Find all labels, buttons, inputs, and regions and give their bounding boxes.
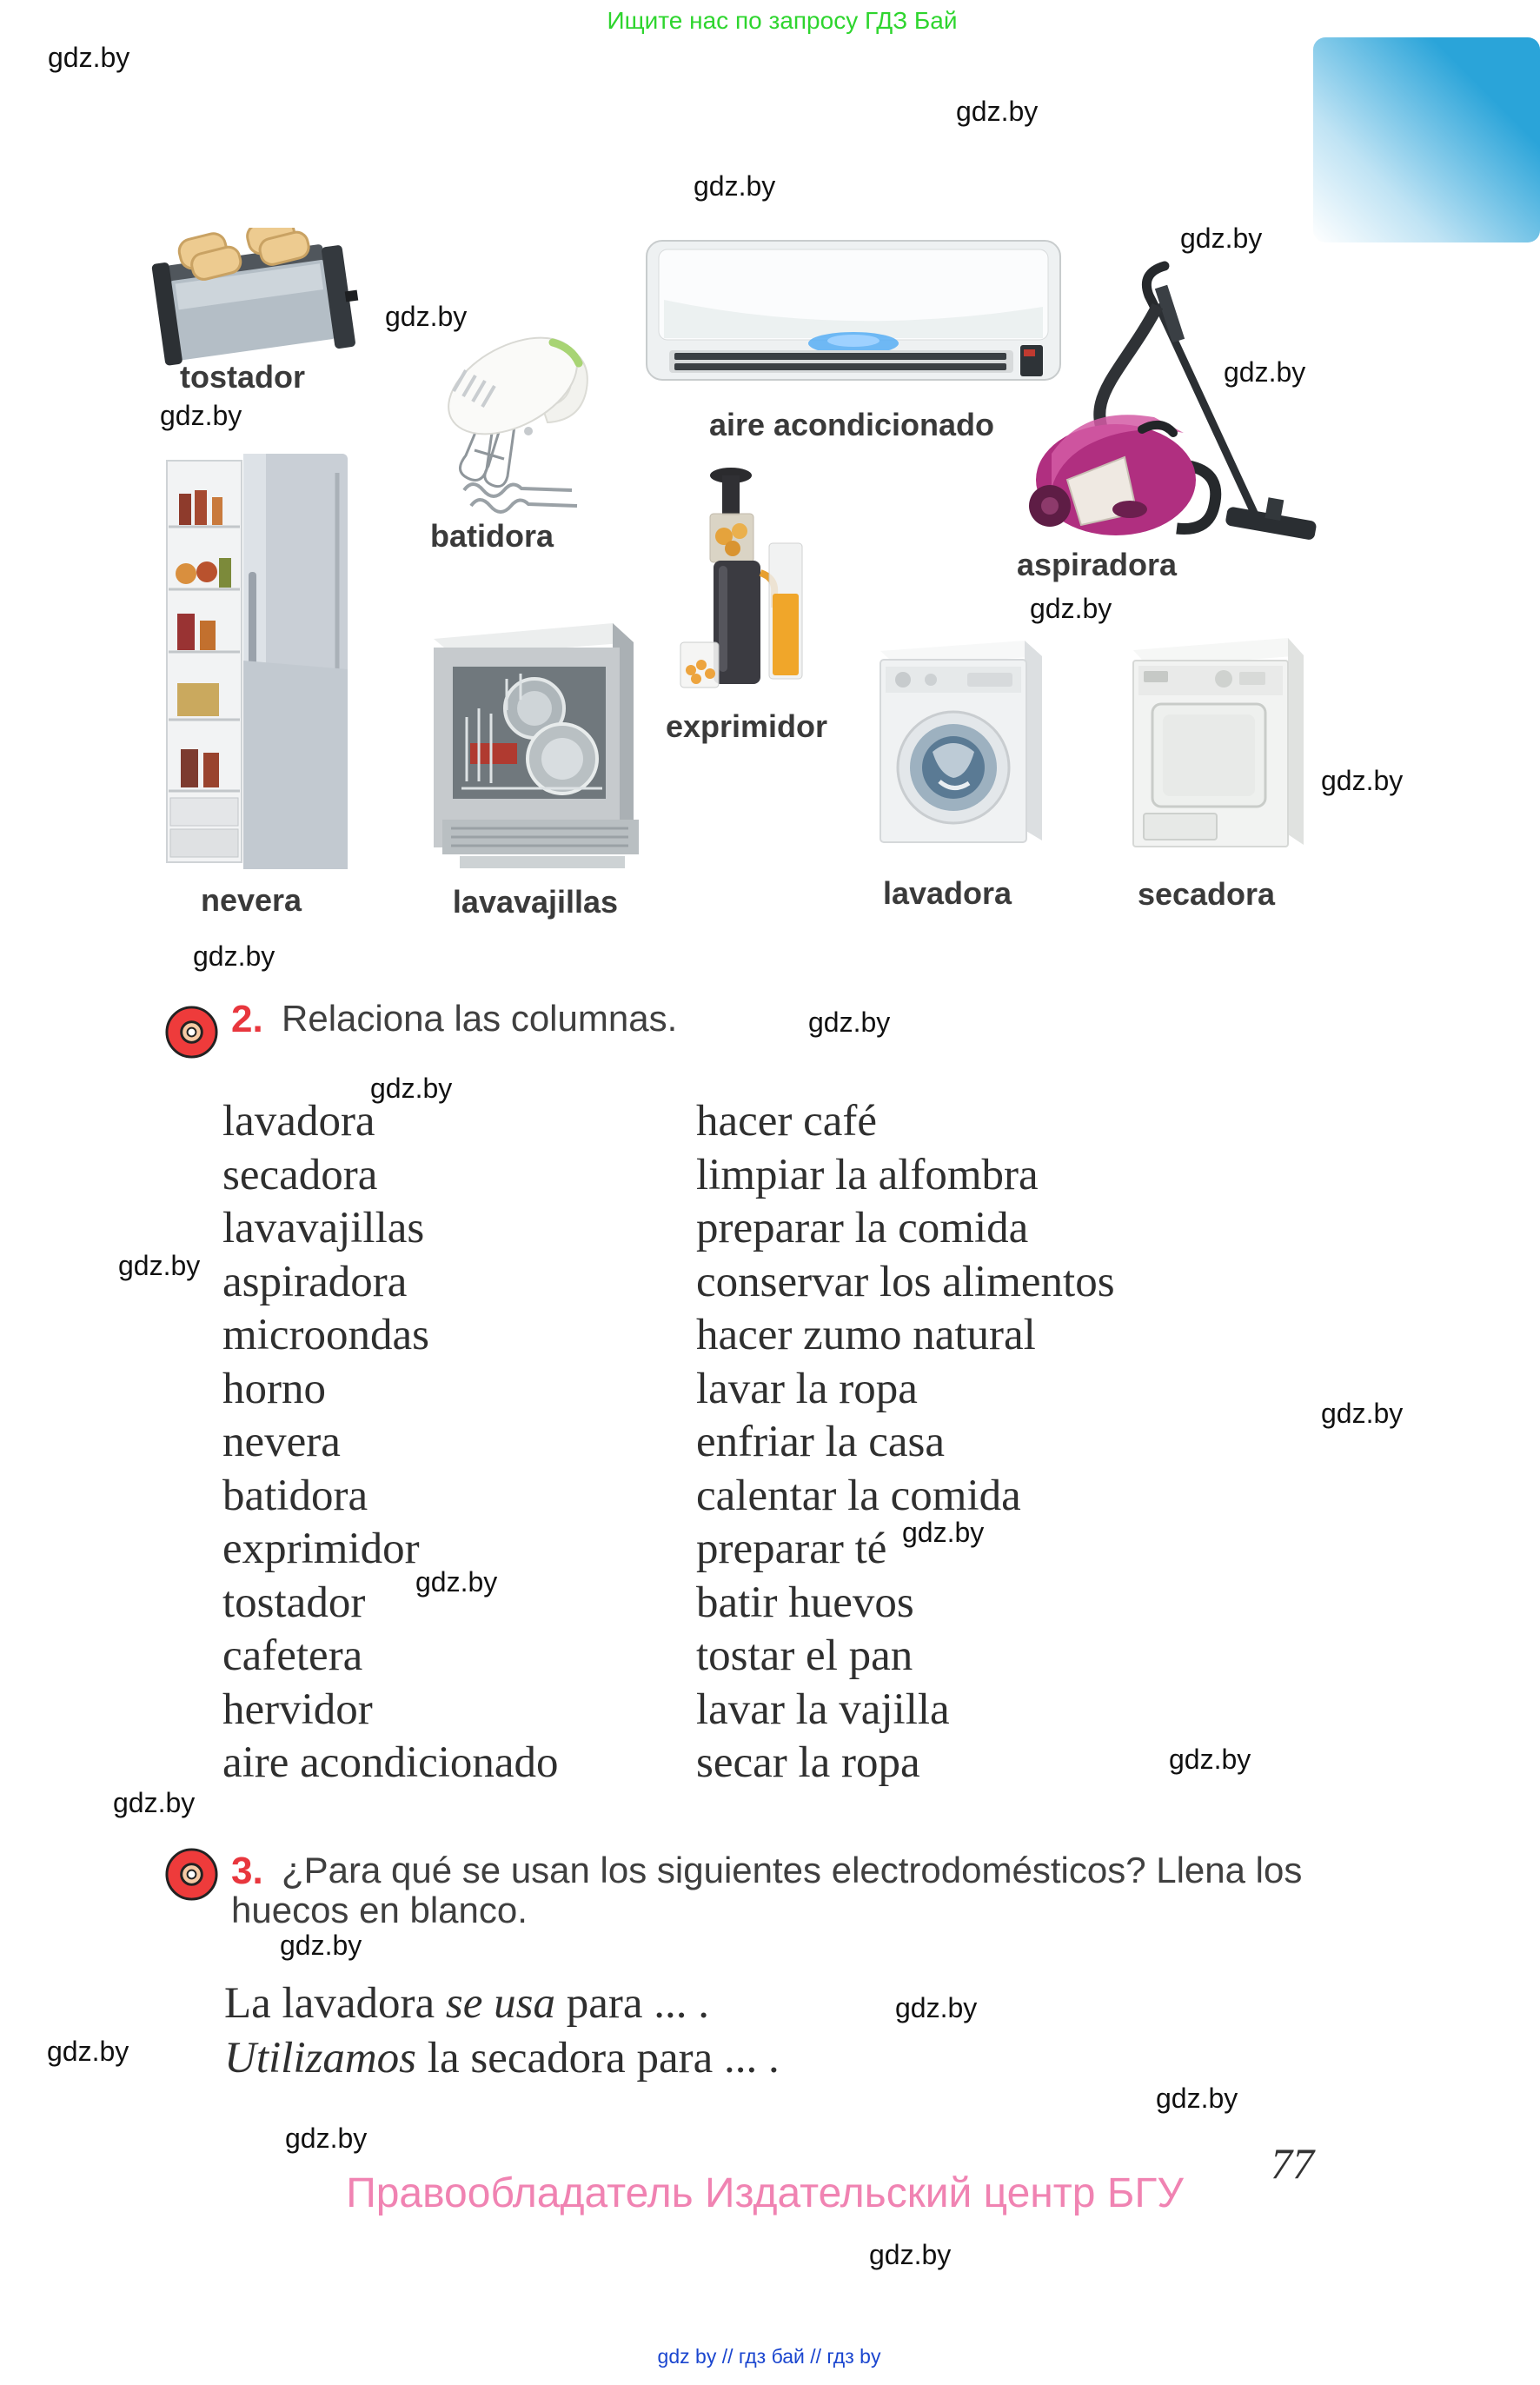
match-item: batir huevos	[696, 1578, 914, 1627]
match-item: lavavajillas	[222, 1204, 425, 1252]
exercise3-number: 3.	[231, 1850, 263, 1892]
exercise3-title-line2: huecos en blanco.	[231, 1890, 528, 1930]
label-lavavajillas: lavavajillas	[452, 884, 619, 920]
label-lavadora: lavadora	[882, 875, 1012, 911]
label-secadora: secadora	[1137, 876, 1276, 912]
watermark: gdz.by	[1321, 1398, 1404, 1429]
watermark: gdz.by	[1180, 223, 1263, 254]
watermark: gdz.by	[193, 940, 275, 972]
watermark: gdz.by	[1169, 1744, 1251, 1775]
top-banner-text: Ищите нас по запросу ГДЗ Бай	[607, 7, 958, 34]
label-exprimidor: exprimidor	[665, 708, 828, 744]
watermark: gdz.by	[48, 42, 130, 73]
watermark: gdz.by	[1321, 765, 1404, 796]
dishwasher-image	[404, 613, 665, 875]
watermark: gdz.by	[285, 2123, 368, 2154]
blue-gradient-box	[1313, 37, 1540, 242]
fridge-image	[156, 442, 356, 883]
watermark: gdz.by	[956, 96, 1039, 127]
sentence-italic: Utilizamos	[224, 2034, 417, 2083]
exercise2-number: 2.	[231, 998, 263, 1040]
watermark: gdz.by	[47, 2036, 129, 2067]
watermark: gdz.by	[113, 1787, 196, 1818]
watermark: gdz.by	[385, 301, 468, 332]
watermark: gdz.by	[694, 170, 776, 202]
label-aire-acondicionado: aire acondicionado	[708, 407, 995, 442]
label-batidora: batidora	[429, 518, 554, 554]
toaster-image	[148, 228, 363, 371]
watermark: gdz.by	[869, 2239, 952, 2270]
match-item: nevera	[222, 1418, 341, 1466]
exercise2-title: Relaciona las columnas.	[282, 998, 678, 1039]
match-item: secadora	[222, 1150, 378, 1199]
match-item: calentar la comida	[696, 1471, 1021, 1520]
hand-mixer-image	[426, 320, 596, 522]
watermark: gdz.by	[808, 1006, 891, 1038]
washing-machine-image	[863, 621, 1054, 853]
match-item: aire acondicionado	[222, 1738, 559, 1787]
watermark: gdz.by	[280, 1930, 362, 1961]
match-item: aspiradora	[222, 1257, 408, 1306]
watermark: gdz.by	[370, 1073, 453, 1104]
page-number: 77	[1271, 2139, 1314, 2188]
sentence-text: La lavadora	[224, 1979, 446, 2028]
watermark: gdz.by	[1030, 593, 1112, 624]
match-left-column	[222, 1095, 559, 1790]
match-item: cafetera	[222, 1631, 363, 1680]
exercise3-title-line1: ¿Para qué se usan los siguientes electrodomésticos? Llena los	[282, 1850, 1303, 1890]
sentence-text: para ... .	[554, 1979, 709, 2028]
match-item: tostador	[222, 1578, 366, 1627]
match-item: microondas	[222, 1311, 429, 1359]
cd-icon	[164, 1847, 219, 1902]
match-item: lavar la ropa	[696, 1364, 918, 1413]
dryer-image	[1118, 621, 1311, 860]
label-aspiradora: aspiradora	[1016, 547, 1178, 582]
watermark: gdz.by	[415, 1566, 498, 1598]
match-item: batidora	[222, 1471, 368, 1520]
match-item: lavadora	[222, 1097, 375, 1146]
match-item: limpiar la alfombra	[696, 1150, 1039, 1199]
cd-icon	[164, 1005, 219, 1060]
air-conditioner-image	[645, 239, 1062, 394]
label-tostador: tostador	[180, 359, 305, 395]
match-right-column	[696, 1095, 1115, 1790]
juicer-image	[675, 463, 821, 708]
match-item: preparar la comida	[696, 1204, 1029, 1252]
fill-in-sentence-2	[224, 2033, 780, 2083]
vacuum-cleaner-image	[1019, 252, 1327, 552]
match-item: hacer zumo natural	[696, 1311, 1036, 1359]
match-item: enfriar la casa	[696, 1418, 945, 1466]
match-item: secar la ropa	[696, 1738, 920, 1787]
match-item: exprimidor	[222, 1525, 420, 1573]
watermark: gdz.by	[1224, 356, 1306, 388]
footer-links: gdz by // гдз бай // гдз by	[657, 2345, 881, 2368]
match-item: preparar té	[696, 1525, 887, 1573]
label-nevera: nevera	[200, 882, 302, 918]
watermark: gdz.by	[895, 1992, 978, 2023]
watermark: gdz.by	[902, 1517, 985, 1548]
copyright-text: Правообладатель Издательский центр БГУ	[346, 2170, 1184, 2216]
sentence-italic: se usa	[445, 1979, 555, 2028]
watermark: gdz.by	[1156, 2083, 1238, 2114]
match-item: horno	[222, 1364, 326, 1413]
sentence-text: la secadora para ... .	[416, 2034, 780, 2083]
match-item: conservar los alimentos	[696, 1257, 1115, 1306]
match-item: lavar la vajilla	[696, 1684, 950, 1734]
match-item: hervidor	[222, 1684, 373, 1734]
match-item: tostar el pan	[696, 1631, 913, 1680]
watermark: gdz.by	[118, 1250, 201, 1281]
watermark: gdz.by	[160, 400, 242, 431]
match-item: hacer café	[696, 1097, 878, 1146]
fill-in-sentence-1	[224, 1978, 709, 2029]
